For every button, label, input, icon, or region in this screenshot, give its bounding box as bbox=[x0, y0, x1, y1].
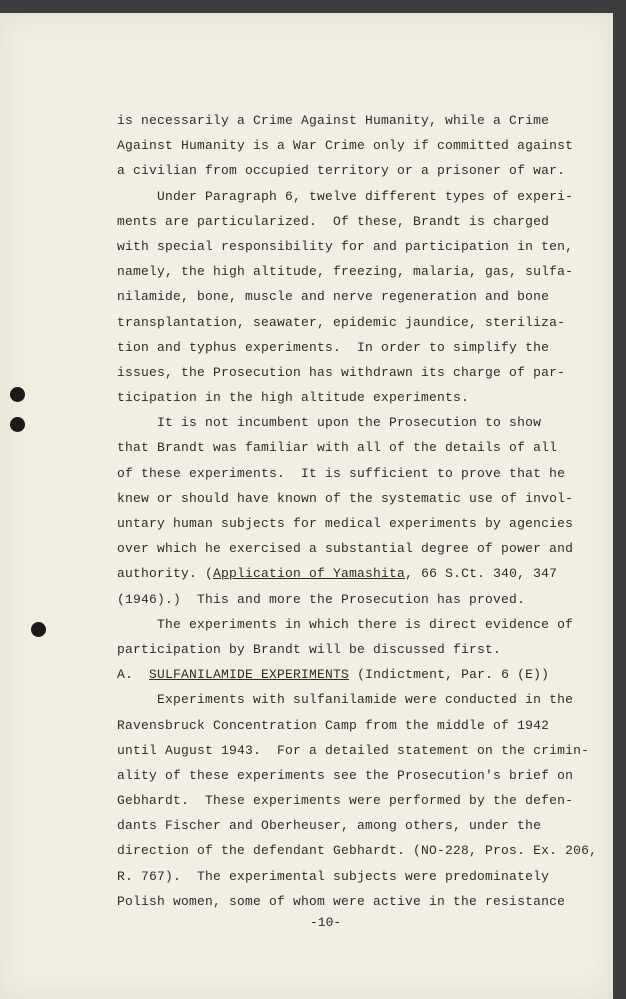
case-citation: Application of Yamashita bbox=[213, 566, 406, 582]
document-page bbox=[0, 13, 613, 999]
text-line: dants Fischer and Oberheuser, among others, under the bbox=[117, 818, 542, 834]
text-line: R. 767). The experimental subjects were predominately bbox=[117, 868, 550, 884]
text-line: Ravensbruck Concentration Camp from the middle of 1942 bbox=[117, 717, 550, 733]
text-segment: ( bbox=[197, 566, 214, 582]
text-line: direction of the defendant Gebhardt. (NO-228, Pros. Ex. 206, bbox=[117, 843, 598, 859]
text-line: of these experiments. It is sufficient to prove that he bbox=[117, 465, 566, 481]
text-line: with special responsibility for and participation in ten, bbox=[117, 238, 574, 254]
text-line: Under Paragraph 6, twelve different types of experi- bbox=[117, 188, 574, 204]
text-line: namely, the high altitude, freezing, malaria, gas, sulfa- bbox=[117, 264, 574, 280]
punch-hole bbox=[10, 417, 25, 432]
text-segment: , 66 S.Ct. 340, 347 bbox=[405, 566, 558, 582]
punch-hole bbox=[10, 387, 25, 402]
section-reference: (Indictment, Par. 6 (E)) bbox=[349, 667, 550, 683]
section-heading bbox=[117, 662, 550, 687]
text-line: Polish women, some of whom were active in the resistance bbox=[117, 893, 566, 909]
text-line: Against Humanity is a War Crime only if committed against bbox=[117, 138, 574, 154]
text-line: It is not incumbent upon the Prosecution to show bbox=[117, 415, 542, 431]
text-line: The experiments in which there is direct evidence of bbox=[117, 616, 574, 632]
page-number: -10- bbox=[310, 915, 342, 930]
citation-line bbox=[117, 561, 558, 586]
text-line: tion and typhus experiments. In order to simplify the bbox=[117, 339, 550, 355]
text-line: that Brandt was familiar with all of the details of all bbox=[117, 440, 558, 456]
text-line: is necessarily a Crime Against Humanity, while a Crime bbox=[117, 113, 550, 128]
text-line: transplantation, seawater, epidemic jaundice, steriliza- bbox=[117, 314, 566, 330]
section-title: SULFANILAMIDE EXPERIMENTS bbox=[149, 667, 350, 683]
text-line: until August 1943. For a detailed statement on the crimin- bbox=[117, 742, 590, 758]
text-line: ticipation in the high altitude experiments. bbox=[117, 390, 470, 406]
text-line: issues, the Prosecution has withdrawn its charge of par- bbox=[117, 364, 566, 380]
text-line: untary human subjects for medical experiments by agencies bbox=[117, 516, 574, 531]
text-line: participation by Brandt will be discussed first. bbox=[117, 641, 502, 657]
text-line: a civilian from occupied territory or a prisoner of war. bbox=[117, 163, 566, 179]
text-line: knew or should have known of the systematic use of invol- bbox=[117, 490, 574, 506]
text-line: ality of these experiments see the Prosecution's brief on bbox=[117, 767, 574, 783]
text-segment: authority. bbox=[117, 566, 198, 582]
text-line: ments are particularized. Of these, Brandt is charged bbox=[117, 213, 550, 229]
text-line: nilamide, bone, muscle and nerve regeneration and bone bbox=[117, 289, 550, 305]
punch-hole bbox=[31, 622, 46, 637]
text-line: Gebhardt. These experiments were performed by the defen- bbox=[117, 793, 574, 809]
text-line: Experiments with sulfanilamide were conducted in the bbox=[117, 692, 574, 708]
text-line: over which he exercised a substantial degree of power and bbox=[117, 541, 574, 557]
typewritten-body bbox=[117, 108, 598, 914]
section-letter: A. bbox=[117, 667, 134, 683]
text-line: (1946).) This and more the Prosecution has proved. bbox=[117, 591, 526, 607]
